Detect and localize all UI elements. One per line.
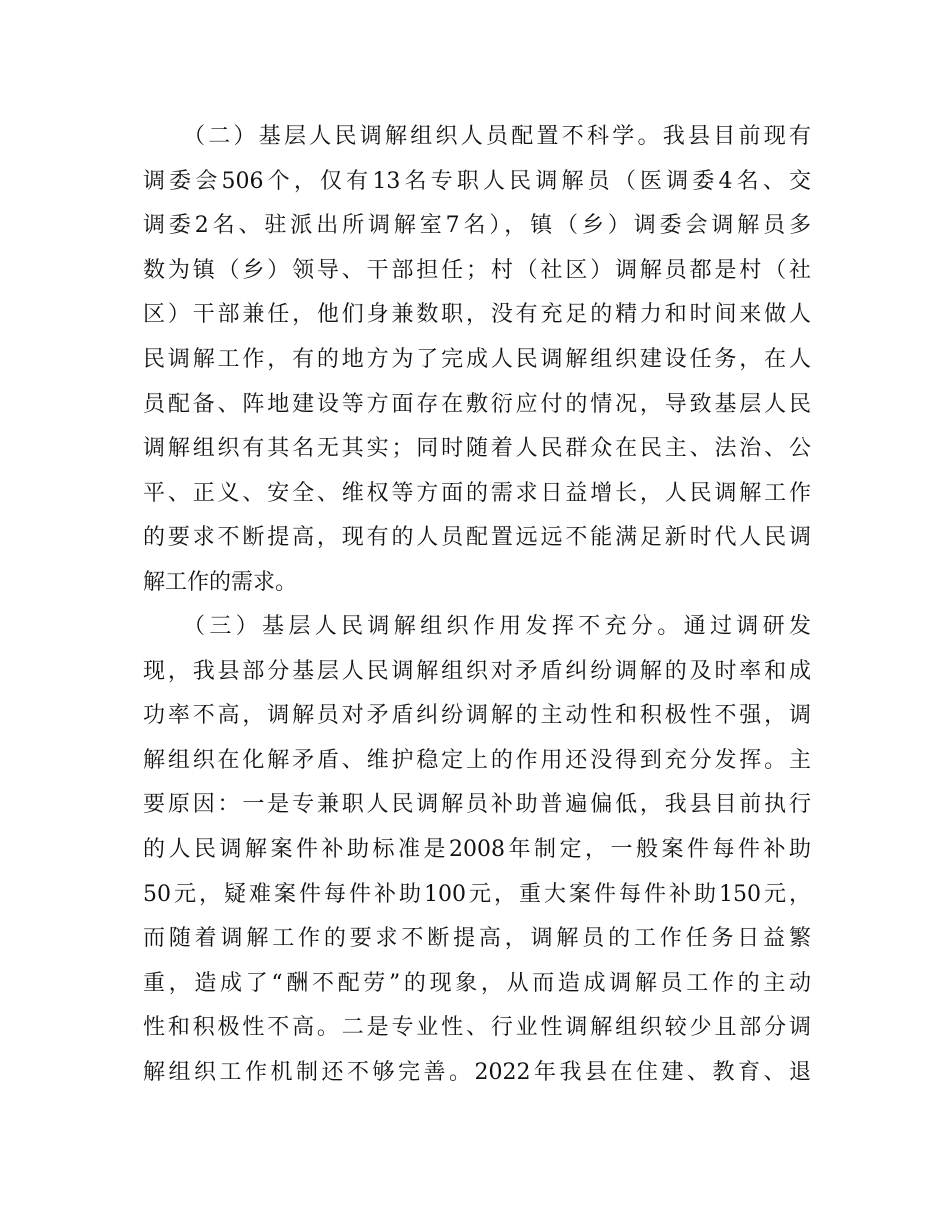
- text-line: （二）基层人民调解组织人员配置不科学。我县目前现有: [183, 124, 811, 149]
- text-line: 要原因：一是专兼职人民调解员补助普遍偏低，我县目前执行: [143, 792, 811, 818]
- text-line: 解组织在化解矛盾、维护稳定上的作用还没得到充分发挥。主: [143, 747, 811, 773]
- text-line: 现，我县部分基层人民调解组织对矛盾纠纷调解的及时率和成: [143, 658, 811, 684]
- text-line: 平、正义、安全、维权等方面的需求日益增长，人民调解工作: [143, 480, 811, 506]
- text-line: 调解组织有其名无其实；同时随着人民群众在民主、法治、公: [143, 436, 811, 462]
- text-line: 民调解工作，有的地方为了完成人民调解组织建设任务，在人: [143, 346, 811, 372]
- text-line: 而随着调解工作的要求不断提高，调解员的工作任务日益繁: [143, 926, 811, 952]
- text-line: 重，造成了“酬不配劳”的现象，从而造成调解员工作的主动: [143, 970, 811, 996]
- text-line: 区）干部兼任，他们身兼数职，没有充足的精力和时间来做人: [143, 302, 811, 328]
- paragraph-staffing: [143, 115, 811, 606]
- text-line: 功率不高，调解员对矛盾纠纷调解的主动性和积极性不强，调: [143, 703, 811, 729]
- paragraph-effectiveness: [143, 605, 811, 1096]
- text-line: 调委会506个，仅有13名专职人民调解员（医调委4名、交: [143, 168, 811, 194]
- text-line: 50元，疑难案件每件补助100元，重大案件每件补助150元，: [143, 881, 811, 907]
- text-line: 调委2名、驻派出所调解室7名），镇（乡）调委会调解员多: [143, 213, 811, 239]
- text-line: 解组织工作机制还不够完善。2022年我县在住建、教育、退: [143, 1059, 811, 1085]
- text-line: 性和积极性不高。二是专业性、行业性调解组织较少且部分调: [143, 1015, 811, 1041]
- text-line: 的人民调解案件补助标准是2008年制定，一般案件每件补助: [143, 836, 811, 862]
- text-line: 的要求不断提高，现有的人员配置远远不能满足新时代人民调: [143, 525, 811, 551]
- text-line: 员配备、阵地建设等方面存在敷衍应付的情况，导致基层人民: [143, 391, 811, 417]
- text-line: 解工作的需求。: [143, 569, 298, 595]
- text-line: 数为镇（乡）领导、干部担任；村（社区）调解员都是村（社: [143, 257, 811, 283]
- text-line: （三）基层人民调解组织作用发挥不充分。通过调研发: [183, 614, 811, 639]
